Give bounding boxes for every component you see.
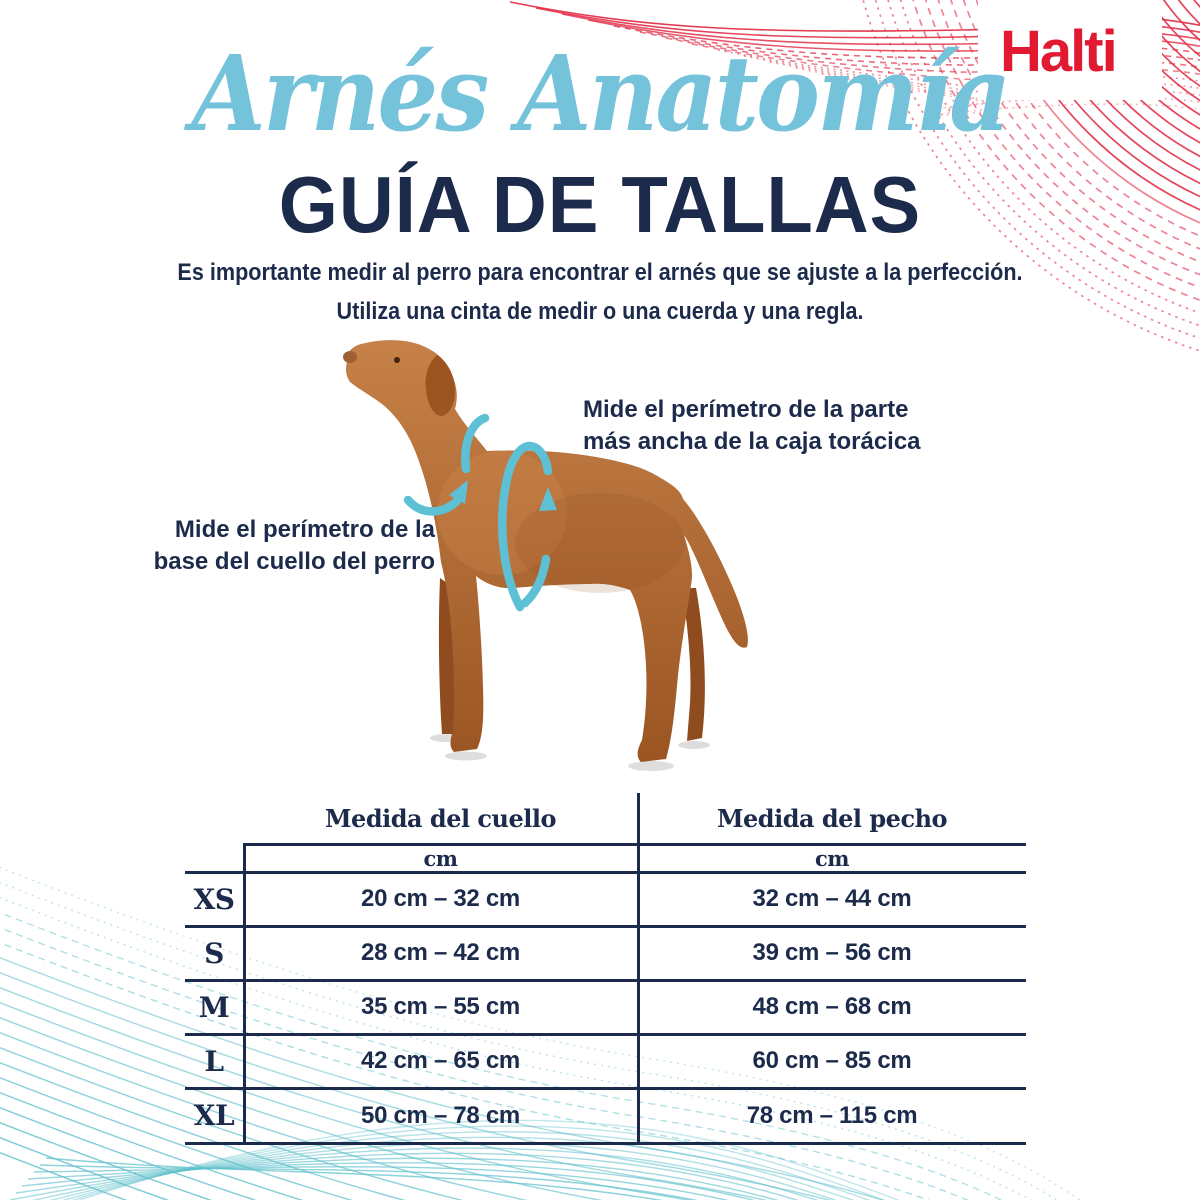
neck-range: 20 cm – 32 cm [361,885,520,912]
column-header-chest: Medida del pecho [716,803,948,833]
table-row [185,1035,1026,1087]
column-header-neck: Medida del cuello [324,803,557,833]
size-label: L [204,1044,224,1078]
table-header-row [185,793,1026,843]
neck-label-line-2: base del cuello del perro [153,548,435,575]
neck-range: 42 cm – 65 cm [361,1047,520,1074]
neck-measure-label [55,514,435,578]
chest-label-line-1: Mide el perímetro de la parte [583,396,909,423]
table-row [185,981,1026,1033]
size-label: S [204,936,224,970]
dog-eye [394,357,400,363]
unit-chest: cm [814,845,849,871]
size-label: XS [193,882,235,916]
size-label: XL [193,1099,235,1132]
table-row [185,927,1026,979]
size-table [185,793,1026,1145]
chest-range: 48 cm – 68 cm [752,993,912,1020]
chest-range: 39 cm – 56 cm [752,939,912,966]
page-title-script: Arnés Anatomía [191,32,1009,155]
intro-line-1: Es importante medir al perro para encontrar el arnés que se ajuste a la perfección. [177,259,1023,286]
halti-logo: Halti [1000,19,1116,84]
neck-label-line-1: Mide el perímetro de la [174,516,435,543]
table-row [185,1089,1026,1142]
chest-range: 60 cm – 85 cm [752,1047,912,1074]
neck-range: 28 cm – 42 cm [361,939,520,966]
unit-neck: cm [423,845,458,871]
neck-range: 35 cm – 55 cm [361,993,520,1020]
intro-line-2: Utiliza una cinta de medir o una cuerda y una regla. [336,298,864,325]
table-unit-row [185,845,1026,871]
chest-label-line-2: más ancha de la caja torácica [583,428,921,455]
neck-range: 50 cm – 78 cm [361,1101,520,1129]
chest-range: 78 cm – 115 cm [746,1101,918,1129]
page-title: GUÍA DE TALLAS [278,160,922,249]
table-line [185,1142,1026,1145]
chest-range: 32 cm – 44 cm [752,885,912,912]
dog-nose [343,351,357,363]
table-row [185,873,1026,925]
chest-measure-label [583,394,1003,458]
size-label: M [198,990,230,1024]
intro-text [60,253,1140,331]
